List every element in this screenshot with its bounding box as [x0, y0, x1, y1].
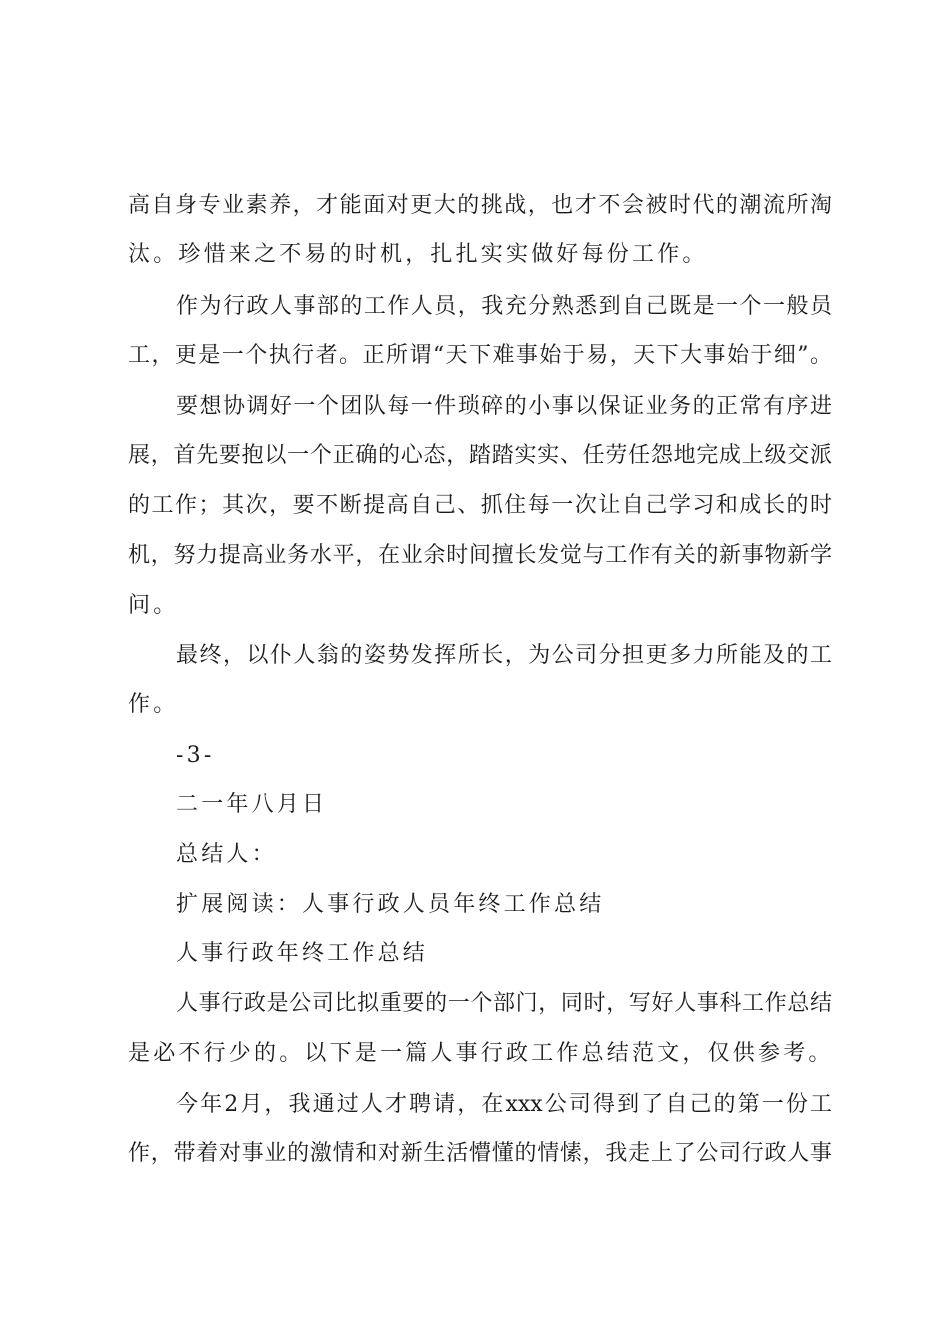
text-line: 作为行政人事部的工作人员，我充分熟悉到自己既是一个一般员 [176, 294, 832, 319]
section-title: 人事行政年终工作总结 [176, 941, 429, 966]
text-line: 机，努力提高业务水平，在业余时间擅长发觉与工作有关的新事物新学 [128, 543, 832, 568]
text-line: 要想协调好一个团队每一件琐碎的小事以保证业务的正常有序进 [176, 394, 832, 419]
page-number: -3- [176, 743, 215, 768]
text-line: 今年2月，我通过人才聘请，在xxx公司得到了自己的第一份工 [176, 1092, 832, 1117]
text-line: 汰。珍惜来之不易的时机，扎扎实实做好每份工作。 [128, 242, 708, 267]
text-line: 作。 [128, 692, 179, 717]
author-line: 总结人： [176, 842, 277, 867]
text-line: 作，带着对事业的激情和对新生活懵懂的情愫，我走上了公司行政人事 [128, 1141, 832, 1166]
text-line: 的工作；其次，要不断提高自己、抓住每一次让自己学习和成长的时 [128, 493, 832, 518]
text-line: 是必不行少的。以下是一篇人事行政工作总结范文，仅供参考。 [128, 1041, 834, 1066]
extended-reading-line: 扩展阅读：人事行政人员年终工作总结 [176, 892, 605, 917]
text-line: 高自身专业素养，才能面对更大的挑战，也才不会被时代的潮流所淘 [128, 193, 832, 218]
text-line: 问。 [128, 593, 179, 618]
text-line: 展，首先要抱以一个正确的心态，踏踏实实、任劳任怨地完成上级交派 [128, 443, 832, 468]
text-line: 人事行政是公司比拟重要的一个部门，同时，写好人事科工作总结 [176, 991, 832, 1016]
text-line: 工，更是一个执行者。正所谓“天下难事始于易，天下大事始于细”。 [128, 343, 832, 368]
date-line: 二一年八月日 [176, 792, 328, 817]
text-line: 最终，以仆人翁的姿势发挥所长，为公司分担更多力所能及的工 [176, 643, 832, 668]
